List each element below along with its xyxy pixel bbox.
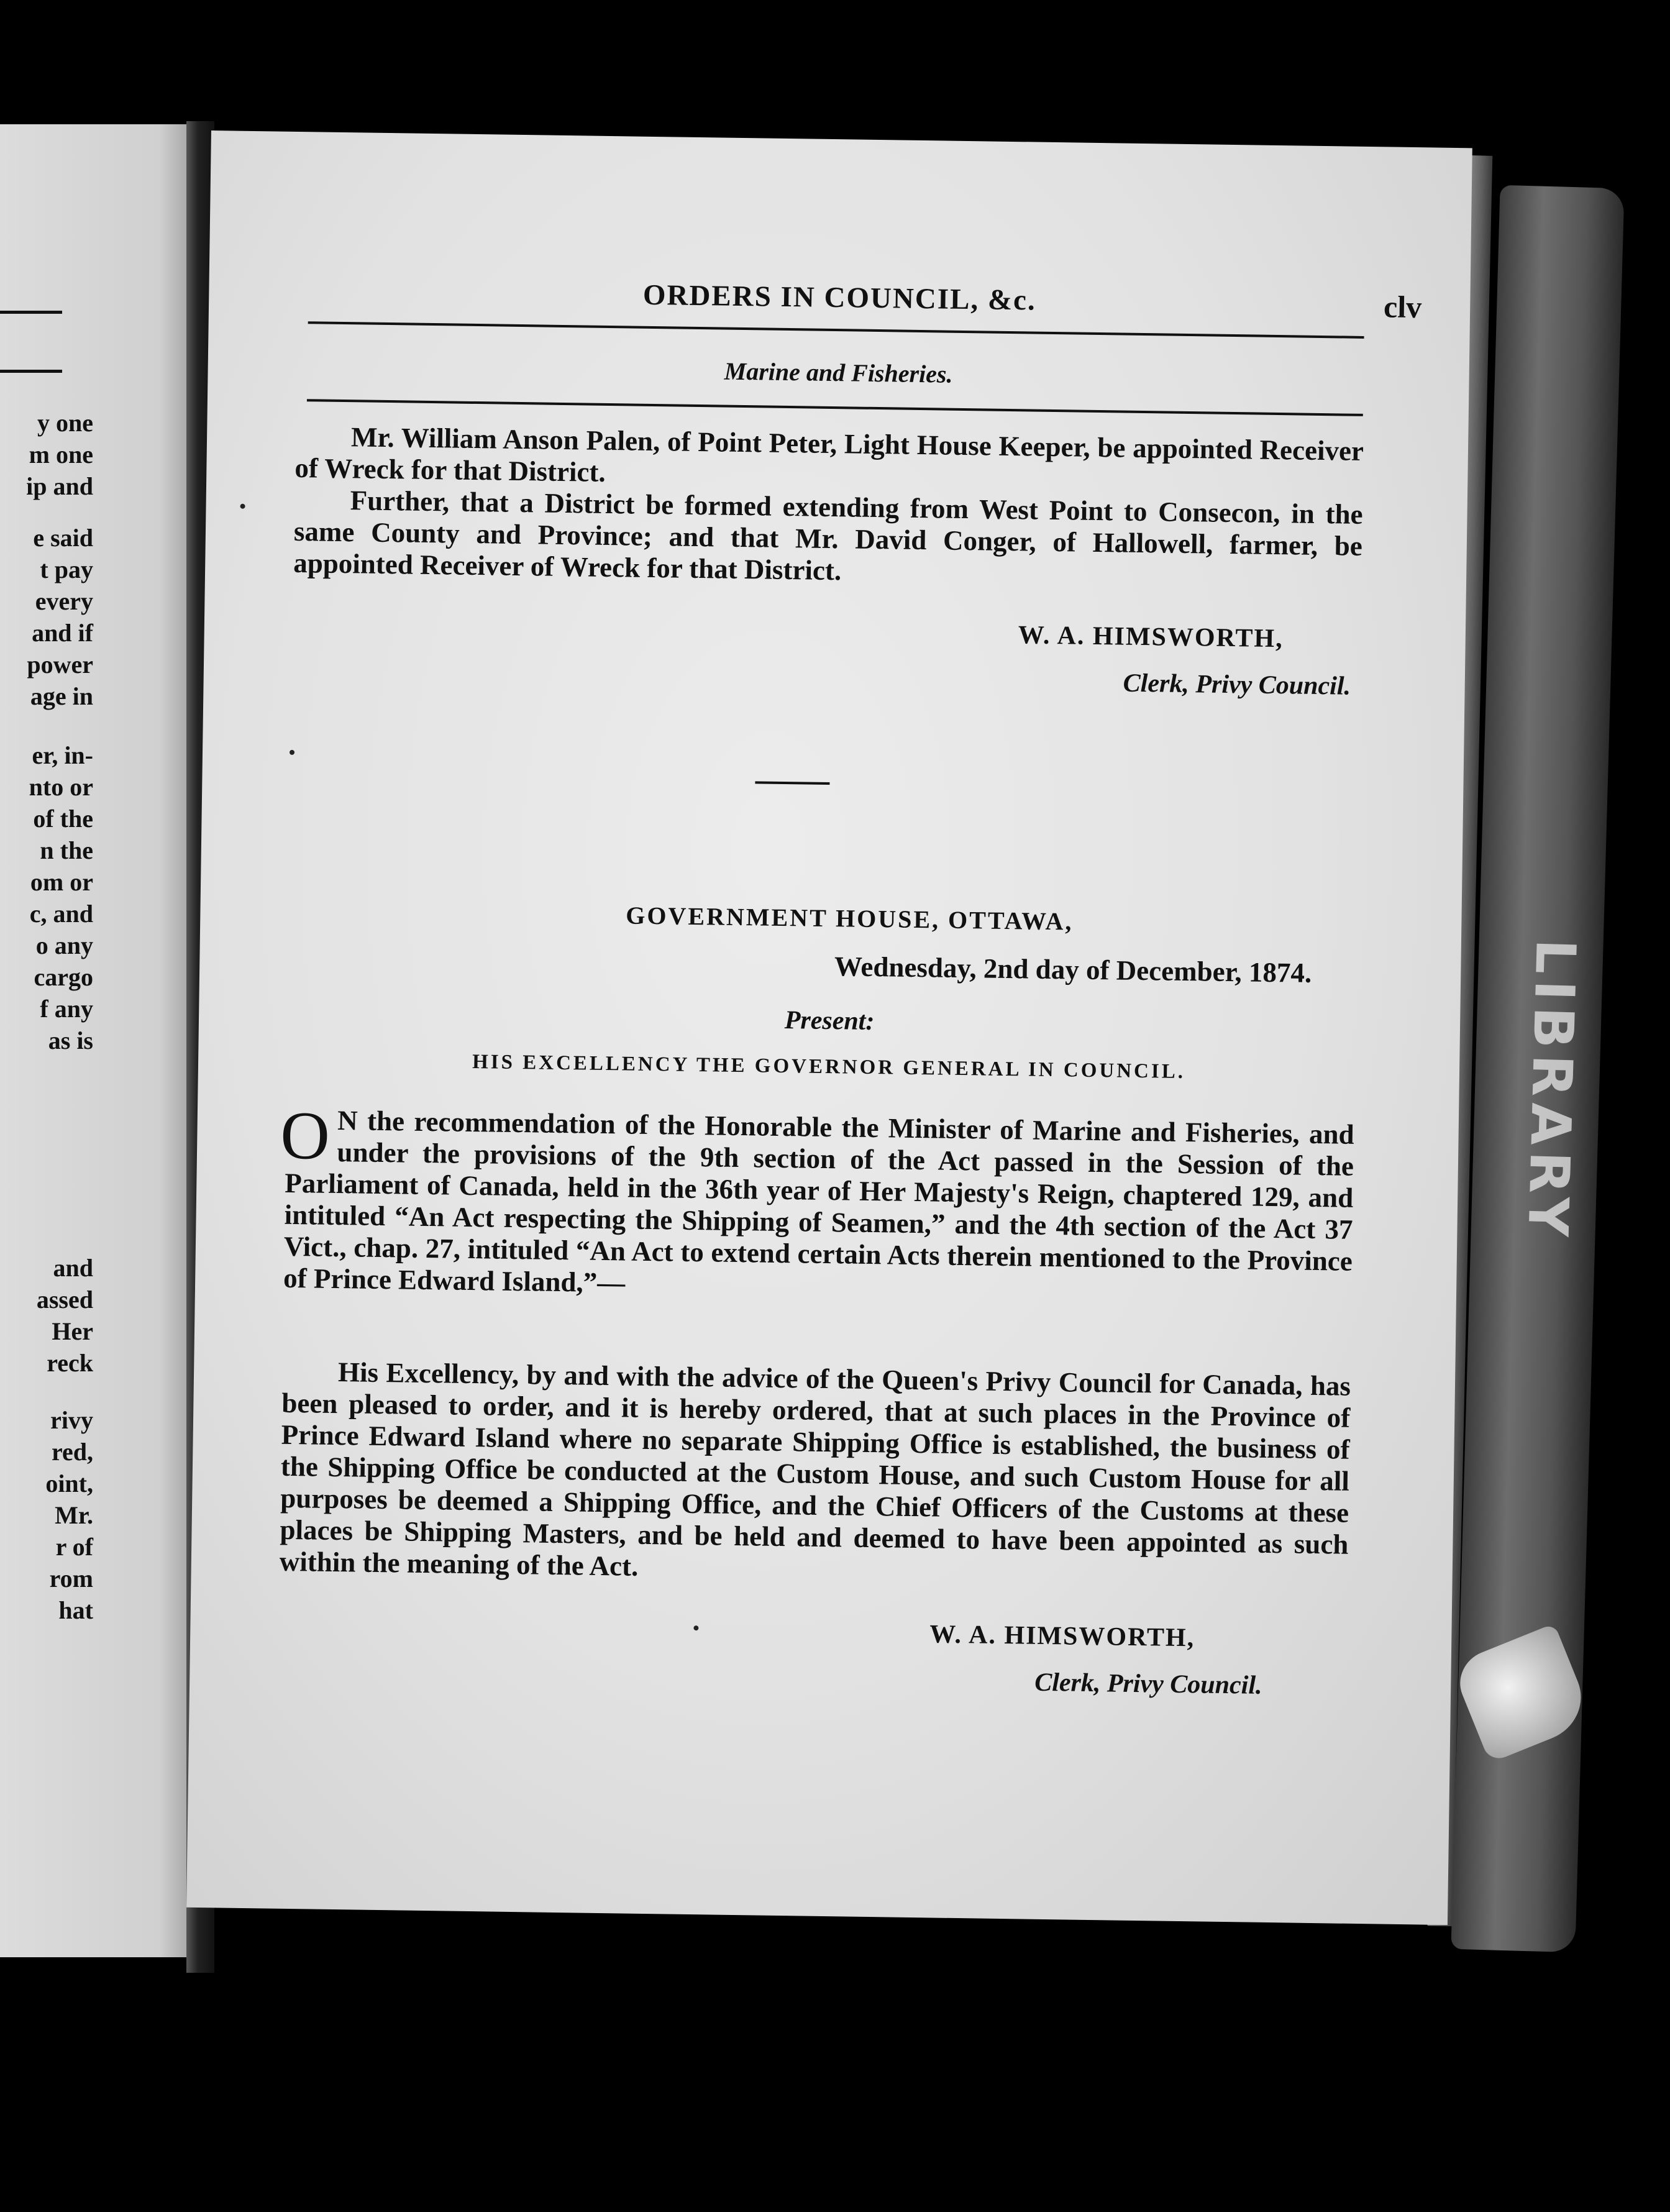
left-page-fragment: m one (29, 441, 93, 468)
order2-signature-name: W. A. HIMSWORTH, (929, 1620, 1195, 1653)
left-page-fragment: o any (35, 931, 93, 959)
left-page-fragment: n the (40, 836, 93, 864)
left-page-fragment: c, and (29, 900, 93, 928)
running-header: ORDERS IN COUNCIL, &c. (642, 278, 1037, 317)
order2-paragraph-1 (280, 1097, 1354, 1309)
date-line: Wednesday, 2nd day of December, 1874. (834, 951, 1312, 989)
left-page-fragment: ip and (26, 472, 93, 500)
left-facing-page (0, 124, 199, 1957)
left-page-fragment: nto or (29, 773, 93, 801)
left-page-fragment: rom (49, 1565, 93, 1593)
left-page-fragment: rivy (50, 1406, 93, 1434)
ink-speck (240, 504, 245, 509)
header-rule (308, 321, 1364, 339)
left-page-fragment: y one (37, 409, 93, 437)
section-title: Marine and Fisheries. (724, 357, 953, 388)
order2-signature-title: Clerk, Privy Council. (1034, 1668, 1262, 1700)
order-separator (755, 781, 829, 785)
left-page-fragment: om or (30, 868, 93, 896)
section-rule (307, 399, 1363, 416)
ink-speck (693, 1625, 698, 1630)
left-page-fragment: er, in- (32, 741, 93, 769)
order2-paragraph-1-text: N the recommendation of the Honorable the Minister of Marine and Fisheries, and under the provisions of the 9th section of the Act passed in the Session of the Parliament of Canada, held in the 36th year of Her Majesty's Reign, chaptered 129, and intituled “An Act respecting the Shipping of Seamen,” and the 4th section of the Act 37 Vict., chap. 27, intituled “An Act to extend certain Acts therein mentioned to the Province of Prince Edward Island,”— (283, 1104, 1354, 1299)
left-page-fragment: red, (51, 1438, 93, 1466)
order1-signature-title: Clerk, Privy Council. (1123, 669, 1351, 701)
left-page-fragment: r of (55, 1533, 93, 1561)
left-page-fragment: e said (33, 524, 93, 552)
left-page-fragment: t pay (40, 555, 93, 583)
left-page-fragment: hat (58, 1596, 93, 1624)
left-page-fragment: f any (40, 995, 93, 1023)
ink-speck (290, 750, 294, 755)
left-page-fragment: oint, (45, 1469, 93, 1497)
order1-paragraph-1: Mr. William Anson Palen, of Point Peter, Light House Keeper, be appointed Receiver of Wreck for that District. (294, 421, 1364, 488)
left-page-fragment: of the (33, 805, 93, 833)
left-page-fragment: Mr. (55, 1501, 93, 1529)
left-page-fragment: every (35, 587, 93, 615)
order2-paragraph-2: His Excellency, by and with the advice of the Queen's Privy Council for Canada, has been pleased to order, and it is hereby ordered, that at such places in the Province of Prince Edward Island where no separate Shipping Office is established, the business of the Shipping Office be conducted at the Custom House, and such Custom House for all purposes be deemed a Shipping Office, and the Chief Officers of the Customs at these places be Shipping Masters, and be held and deemed to have been appointed as such within the meaning of the Act. (279, 1356, 1351, 1582)
left-page-fragment: age in (30, 682, 93, 710)
left-page-fragment: cargo (34, 963, 93, 991)
left-page-fragment: reck (47, 1349, 93, 1377)
document-page (186, 130, 1472, 1925)
spine-label: LIBRARY (1515, 938, 1588, 1244)
page-number: clv (1383, 289, 1422, 325)
left-page-fragment: and if (32, 619, 93, 647)
drop-cap: O (280, 1097, 331, 1174)
left-page-rule (0, 311, 62, 314)
place-line: GOVERNMENT HOUSE, OTTAWA, (625, 901, 1074, 936)
left-page-fragment: Her (52, 1317, 93, 1345)
left-page-fragment: assed (36, 1286, 93, 1314)
attendees-line: HIS EXCELLENCY THE GOVERNOR GENERAL IN COUNCIL. (472, 1051, 1186, 1084)
left-page-fragment: as is (48, 1026, 93, 1054)
left-page-fragment: power (27, 651, 93, 679)
left-page-fragment: and (53, 1254, 93, 1282)
left-page-rule (0, 370, 62, 373)
present-heading: Present: (784, 1006, 875, 1036)
order1-signature-name: W. A. HIMSWORTH, (1018, 621, 1284, 654)
order1-paragraph-2: Further, that a District be formed extending from West Point to Consecon, in the same County and Province; and that Mr. David Conger, of Hallowell, farmer, be appointed Receiver of Wreck for that District. (293, 485, 1363, 587)
